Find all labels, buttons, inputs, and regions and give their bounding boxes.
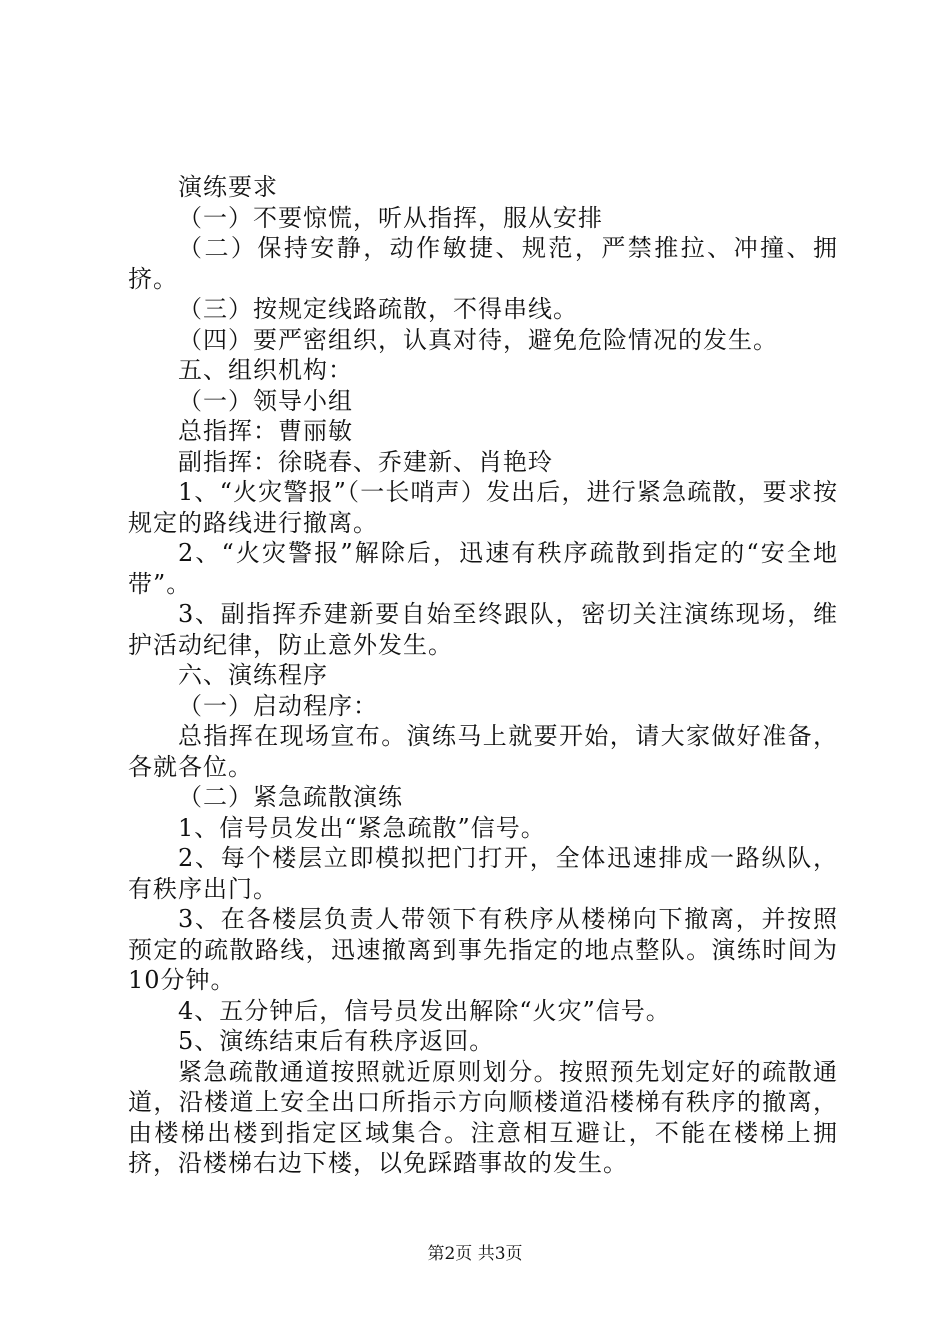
paragraph-org-item-3: 3、副指挥乔建新要自始至终跟队，密切关注演练现场，维护活动纪律，防止意外发生。 xyxy=(128,600,838,659)
page-footer: 第2页 共3页 xyxy=(427,1244,523,1264)
paragraph-chief-commander: 总指挥：曹丽敏 xyxy=(178,417,353,445)
document-body xyxy=(128,172,838,1179)
subheading-leadership-group: （一）领导小组 xyxy=(178,386,353,415)
paragraph-org-item-1: 1、“火灾警报”（一长哨声）发出后，进行紧急疏散，要求按规定的路线进行撤离。 xyxy=(128,478,838,537)
subheading-evacuation-drill: （二）紧急疏散演练 xyxy=(178,783,403,811)
paragraph-req-4: （四）要严密组织，认真对待，避免危险情况的发生。 xyxy=(178,325,778,354)
paragraph-drill-requirements: 演练要求 xyxy=(178,173,278,201)
paragraph-drill-step-1: 1、信号员发出“紧急疏散”信号。 xyxy=(178,813,546,842)
paragraph-org-item-2: 2、“火灾警报”解除后，迅速有秩序疏散到指定的“安全地带”。 xyxy=(128,539,838,598)
paragraph-req-1: （一）不要惊慌，听从指挥，服从安排 xyxy=(178,203,603,232)
paragraph-evacuation-route: 紧急疏散通道按照就近原则划分。按照预先划定好的疏散通道，沿楼道上安全出口所指示方向顺楼道沿楼梯有秩序的撤离，由楼梯出楼到指定区域集合。注意相互避让，不能在楼梯上拥挤，沿楼梯右边下楼，以免踩踏事故的发生。 xyxy=(128,1057,838,1177)
paragraph-req-2: （二）保持安静，动作敏捷、规范，严禁推拉、冲撞、拥挤。 xyxy=(128,234,838,293)
paragraph-drill-step-3: 3、在各楼层负责人带领下有秩序从楼梯向下撤离，并按照预定的疏散路线，迅速撤离到事先指定的地点整队。演练时间为10分钟。 xyxy=(128,905,838,994)
paragraph-req-3: （三）按规定线路疏散，不得串线。 xyxy=(178,295,578,323)
paragraph-deputy-commanders: 副指挥：徐晓春、乔建新、肖艳玲 xyxy=(178,447,553,476)
paragraph-drill-step-4: 4、五分钟后，信号员发出解除“火灾”信号。 xyxy=(178,996,671,1025)
paragraph-drill-step-5: 5、演练结束后有秩序返回。 xyxy=(178,1027,495,1055)
section-heading-procedure: 六、演练程序 xyxy=(178,661,328,689)
section-heading-organization: 五、组织机构： xyxy=(178,356,353,384)
paragraph-start-announcement: 总指挥在现场宣布。演练马上就要开始，请大家做好准备，各就各位。 xyxy=(128,722,838,781)
paragraph-drill-step-2: 2、每个楼层立即模拟把门打开，全体迅速排成一路纵队，有秩序出门。 xyxy=(128,844,838,903)
subheading-start-procedure: （一）启动程序： xyxy=(178,691,378,720)
